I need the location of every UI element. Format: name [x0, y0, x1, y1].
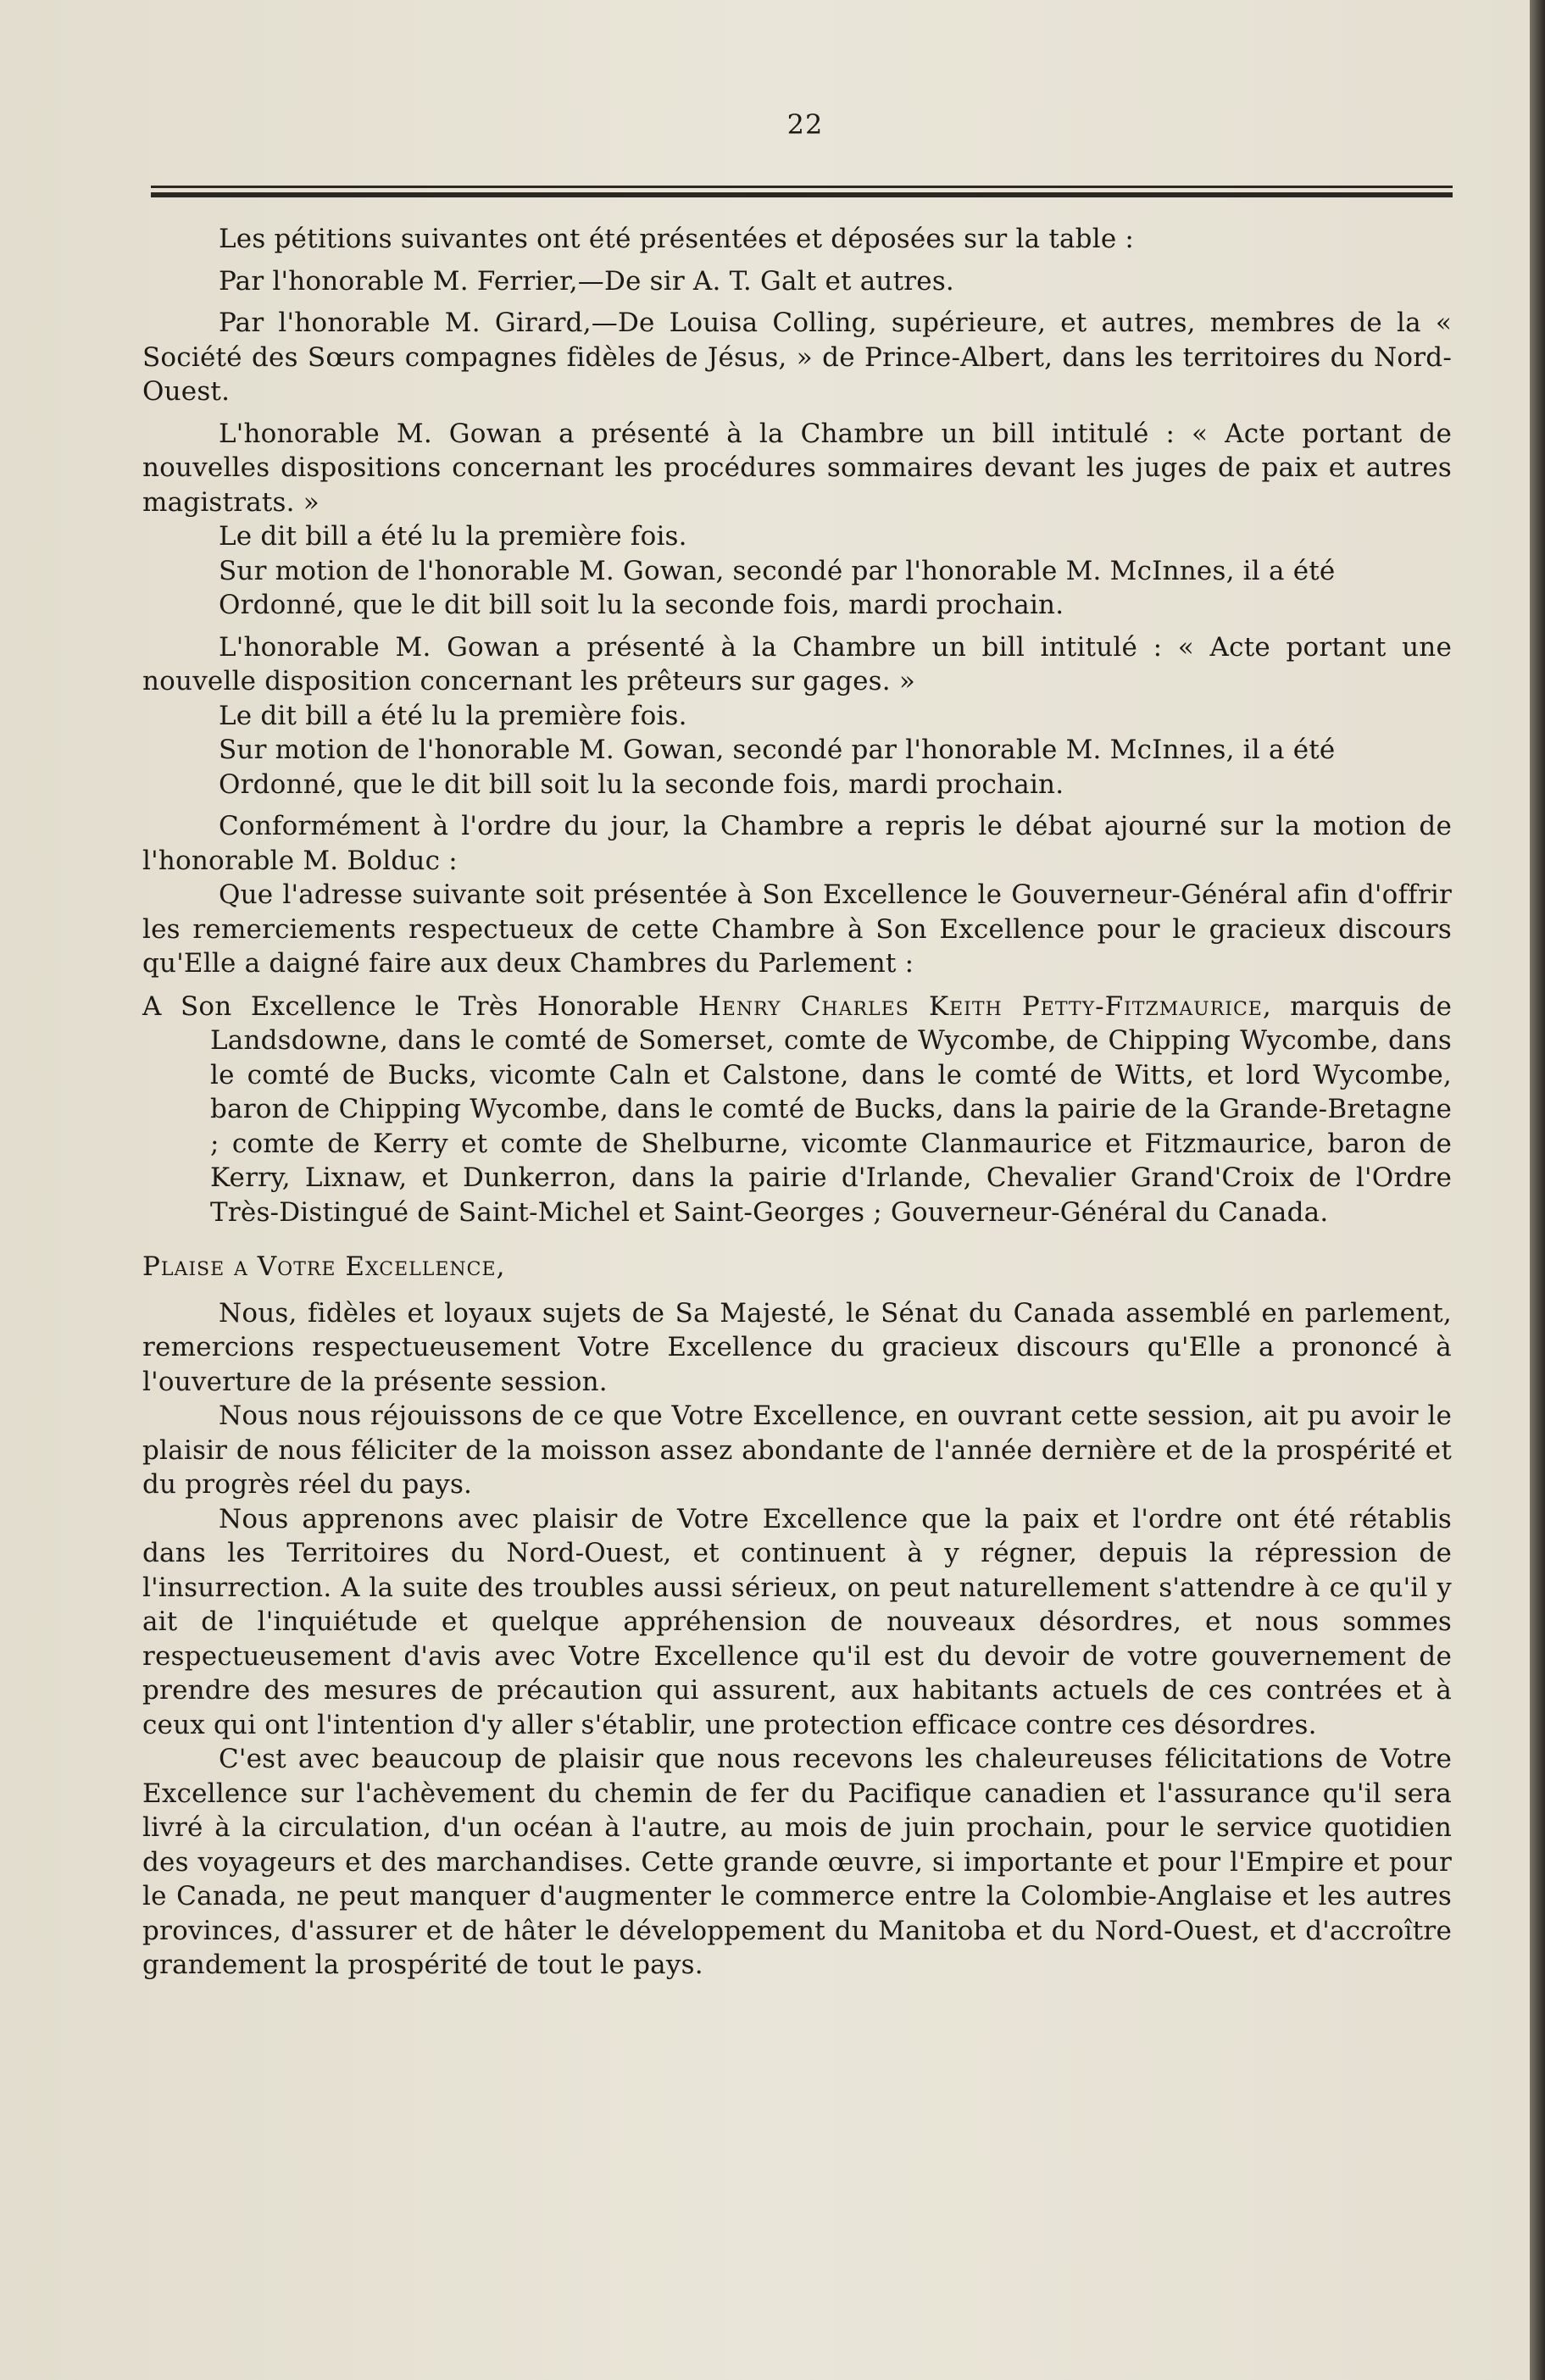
address-name: Henry Charles Keith Petty-Fitzmaurice — [697, 990, 1263, 1022]
paragraph-motion-2: Sur motion de l'honorable M. Gowan, secondé par l'honorable M. McInnes, il a été — [219, 735, 1336, 765]
paragraph-bill-pawnbrokers: L'honorable M. Gowan a présenté à la Chambre un bill intitulé : « Acte portant une nouvelle disposition concernant les prêteurs sur gages. » — [142, 631, 1452, 696]
page-edge-shadow — [1530, 0, 1545, 2380]
salutation-heading: Plaise a Votre Excellence, — [142, 1251, 506, 1282]
paragraph-order-2: Ordonné, que le dit bill soit lu la seconde fois, mardi prochain. — [219, 768, 1064, 800]
reply-paragraph-railway: C'est avec beaucoup de plaisir que nous recevons les chaleureuses félicitations de Votre Excellence sur l'achèvement du chemin de fer du Pacifique canadien et l'assurance qu'il sera livré à la circulation, d'un océan à l'autre, au mois de juin prochain, pour le service quotidien des voyageurs et des marchandises. Cette grande œuvre, si importante et pour l'Empire et pour le Canada, ne peut manquer d'augmenter le commerce entre la Colombie-Anglaise et les autres provinces, d'assurer et de hâter le développement du Manitoba et du Nord-Ouest, et d'accroître grandement la prospérité de tout le pays. — [142, 1744, 1452, 1980]
reply-paragraph-thanks: Nous, fidèles et loyaux sujets de Sa Majesté, le Sénat du Canada assemblé en parlement, remercions respectueusement Votre Excellence du gracieux discours qu'Elle a prononcé à l'ouverture de la présente session. — [142, 1297, 1452, 1397]
paragraph-petitions-intro: Les pétitions suivantes ont été présentées et déposées sur la table : — [219, 224, 1135, 254]
paragraph-petition-ferrier: Par l'honorable M. Ferrier,—De sir A. T. Galt et autres. — [219, 265, 954, 297]
page-body — [142, 222, 1452, 1983]
paragraph-order-of-day: Conformément à l'ordre du jour, la Chambre a repris le débat ajourné sur la motion de l'honorable M. Bolduc : — [142, 811, 1452, 876]
address-to-governor — [142, 990, 1452, 1230]
paragraph-petition-girard: Par l'honorable M. Girard,—De Louisa Colling, supérieure, et autres, membres de la « Société des Sœurs compagnes fidèles de Jésus, » de Prince-Albert, dans les territoires du Nord-Ouest. — [142, 308, 1452, 407]
header-rule-thick — [151, 192, 1453, 197]
address-prefix: A Son Excellence le Très Honorable — [142, 990, 698, 1022]
header-rule-thin — [151, 186, 1453, 188]
paragraph-order-1: Ordonné, que le dit bill soit lu la seconde fois, mardi prochain. — [219, 590, 1064, 620]
paragraph-bill-summary-procedures: L'honorable M. Gowan a présenté à la Chambre un bill intitulé : « Acte portant de nouvelles dispositions concernant les procédures sommaires devant les juges de paix et autres magistrats. » — [142, 418, 1452, 518]
paragraph-first-reading-2: Le dit bill a été lu la première fois. — [219, 700, 687, 731]
paragraph-first-reading-1: Le dit bill a été lu la première fois. — [219, 521, 687, 552]
reply-paragraph-northwest: Nous apprenons avec plaisir de Votre Excellence que la paix et l'ordre ont été rétablis dans les Territoires du Nord-Ouest, et continuent à y régner, depuis la répression de l'insurrection. A la suite des troubles aussi sérieux, on peut naturellement s'attendre à ce qu'il y ait de l'inquiétude et quelque appréhension de nouveaux désordres, et nous sommes respectueusement d'avis avec Votre Excellence qu'il est du devoir de votre gouvernement de prendre des mesures de précaution qui assurent, aux habitants actuels de ces contrées et à ceux qui ont l'intention d'y aller s'établir, une protection efficace contre ces désordres. — [142, 1503, 1452, 1740]
reply-paragraph-harvest: Nous nous réjouissons de ce que Votre Excellence, en ouvrant cette session, ait pu avoir le plaisir de nous féliciter de la moisson assez abondante de l'année dernière et de la prospérité et du progrès réel du pays. — [142, 1401, 1452, 1500]
page-number: 22 — [786, 108, 824, 141]
paragraph-motion-1: Sur motion de l'honorable M. Gowan, secondé par l'honorable M. McInnes, il a été — [219, 555, 1336, 586]
paragraph-address-motion: Que l'adresse suivante soit présentée à Son Excellence le Gouverneur-Général afin d'offrir les remerciements respectueux de cette Chambre à Son Excellence pour le gracieux discours qu'Elle a daigné faire aux deux Chambres du Parlement : — [142, 879, 1452, 979]
address-titles: , marquis de Landsdowne, dans le comté de Somerset, comte de Wycombe, de Chipping Wycombe, dans le comté de Bucks, vicomte Caln et Calstone, dans le comté de Witts, et lord Wycombe, baron de Chipping Wycombe, dans le comté de Bucks, dans la pairie de la Grande-Bretagne ; comte de Kerry et comte de Shelburne, vicomte Clanmaurice et Fitzmaurice, baron de Kerry, Lixnaw, et Dunkerron, dans la pairie d'Irlande, Chevalier Grand'Croix de l'Ordre Très-Distingué de Saint-Michel et Saint-Georges ; Gouverneur-Général du Canada. — [210, 990, 1452, 1228]
